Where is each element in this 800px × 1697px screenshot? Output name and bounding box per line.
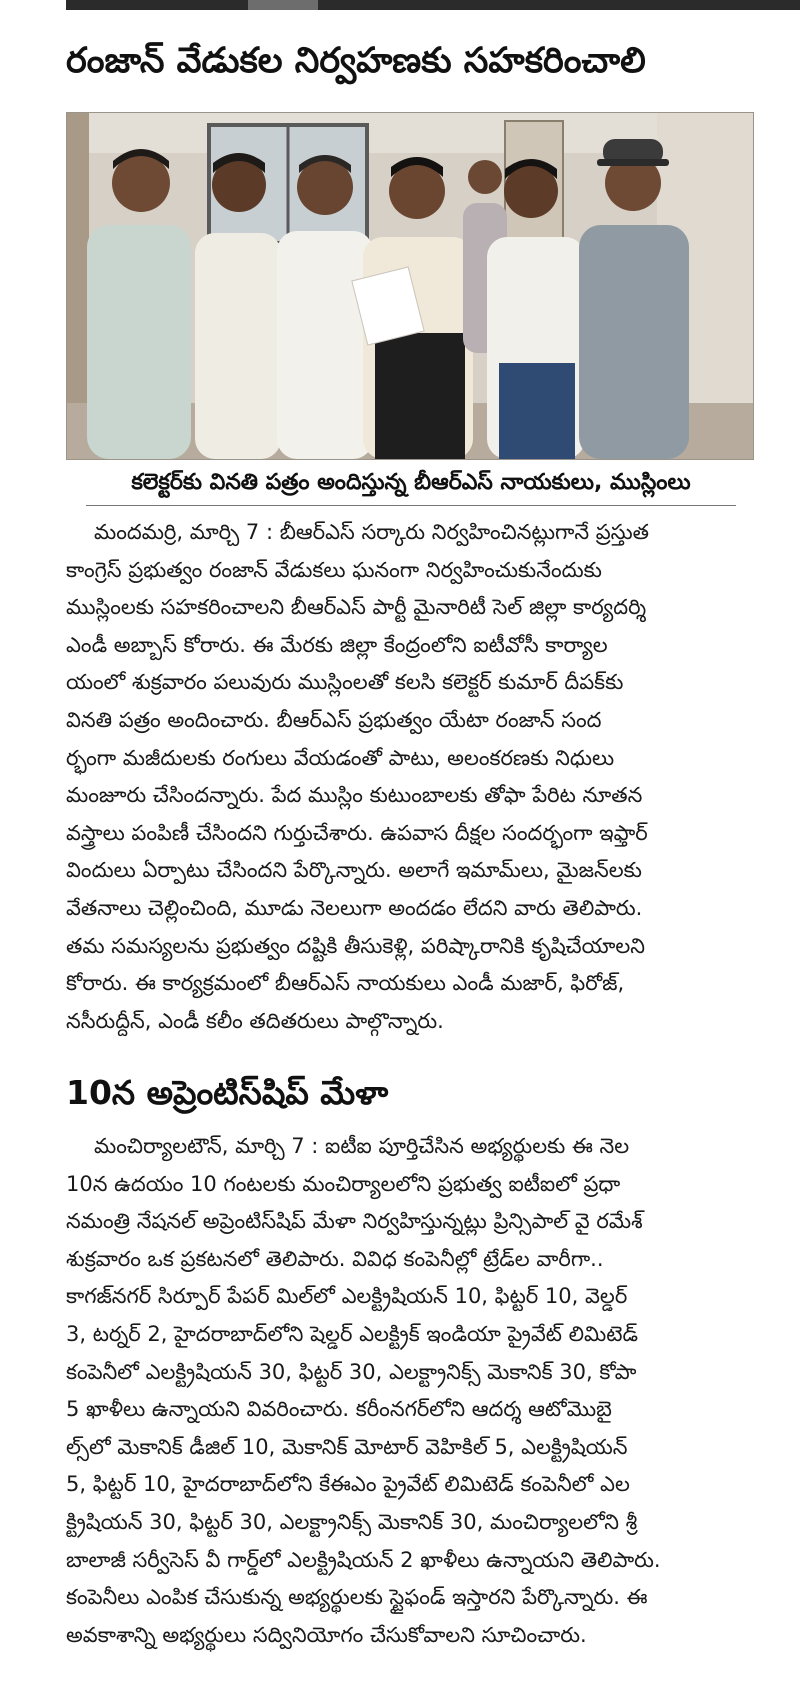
article2-line: 5 ఖాళీలు ఉన్నాయని వివరించారు. కరీంనగర్‌లోని ఆదర్శ ఆటోమొబై: [66, 1397, 612, 1422]
group-photo-illustration: [67, 113, 753, 459]
article1-line: తమ సమస్యలను ప్రభుత్వం దష్టికి తీసుకెళ్లి, పరిష్కారానికి కృషిచేయాలని: [66, 933, 646, 958]
photo-caption: కలెక్టర్‌కు వినతి పత్రం అందిస్తున్న బీఆర్ఎస్ నాయకులు, ముస్లింలు: [131, 470, 691, 495]
article1-line: మందమర్రి, మార్చి 7 : బీఆర్ఎస్ సర్కారు నిర్వహించినట్లుగానే ప్రస్తుత: [94, 520, 650, 544]
article1-line: విందులు ఏర్పాటు చేసిందని పేర్కొన్నారు. అలాగే ఇమామ్‌లు, మైజన్‌లకు: [66, 858, 642, 883]
article2-line: కంపెనీలో ఎలక్ట్రిషియన్ 30, ఫిట్టర్ 30, ఎలక్ట్రానిక్స్ మెకానిక్ 30, కోపా: [66, 1359, 637, 1384]
article1-line: మంజూరు చేసిందన్నారు. పేద ముస్లిం కుటుంబాలకు తోఫా పేరిట నూతన: [66, 783, 643, 808]
article1-line: వస్త్రాలు పంపిణీ చేసిందని గుర్తుచేశారు. ఉపవాస దీక్షల సందర్భంగా ఇఫ్తార్: [66, 820, 648, 845]
article2-line: అవకాశాన్ని అభ్యర్థులు సద్వినియోగం చేసుకోవాలని సూచించారు.: [66, 1622, 587, 1647]
article1-photo: [66, 112, 754, 460]
article2-line: కంపెనీలు ఎంపిక చేసుకున్న అభ్యర్థులకు స్టైఫండ్ ఇస్తారని పేర్కొన్నారు. ఈ: [66, 1585, 648, 1610]
article1-body: [66, 514, 756, 1040]
article2-line: 10న ఉదయం 10 గంటలకు మంచిర్యాలలోని ప్రభుత్వ ఐటీఐలో ప్రధా: [66, 1171, 621, 1196]
article1-line: కాంగ్రెస్ ప్రభుత్వం రంజాన్ వేడుకలు ఘనంగా నిర్వహించుకునేందుకు: [66, 557, 602, 582]
article2-line: క్ట్రిషియన్ 30, ఫిట్టర్ 30, ఎలక్ట్రానిక్స్ మెకానిక్ 30, మంచిర్యాలలోని శ్రీ: [66, 1509, 638, 1534]
article1-line: ఎండీ అబ్బాస్ కోరారు. ఈ మేరకు జిల్లా కేంద్రంలోని ఐటీవోసీ కార్యాల: [66, 632, 608, 657]
article1-line: ముస్లింలకు సహకరించాలని బీఆర్ఎస్ పార్టీ మైనారిటీ సెల్ జిల్లా కార్యదర్శి: [66, 595, 647, 620]
top-rule: [66, 0, 800, 10]
article2-line: 5, ఫిట్టర్ 10, హైదరాబాద్‌లోని కేఈఎం ప్రైవేట్ లిమిటెడ్ కంపెనీలో ఎల: [66, 1472, 630, 1497]
article2-line: కాగజ్‌నగర్ సిర్పూర్ పేపర్ మిల్‌లో ఎలక్ట్రిషియన్ 10, ఫిట్టర్ 10, వెల్డర్: [66, 1284, 628, 1309]
article2-line: నమంత్రి నేషనల్ అప్రెంటిస్‌షిప్ మేళా నిర్వహిస్తున్నట్లు ప్రిన్సిపాల్ వై రమేశ్: [66, 1209, 643, 1234]
article2-line: శుక్రవారం ఒక ప్రకటనలో తెలిపారు. వివిధ కంపెనీల్లో ట్రేడ్‌ల వారీగా..: [66, 1246, 604, 1271]
article2-line: 3, టర్నర్ 2, హైదరాబాద్‌లోని షెల్డర్ ఎలక్ట్రిక్ ఇండియా ప్రైవేట్ లిమిటెడ్: [66, 1321, 639, 1346]
article2-line: బాలాజీ సర్వీసెస్ వీ గార్డ్‌లో ఎలక్ట్రిషియన్ 2 ఖాళీలు ఉన్నాయని తెలిపారు.: [66, 1547, 661, 1572]
article2-headline: 10న అప్రెంటిస్‌షిప్ మేళా: [66, 1073, 389, 1112]
top-rule-accent: [248, 0, 318, 10]
article2-line: ల్స్‌లో మెకానిక్ డీజిల్ 10, మెకానిక్ మోటార్ వెహికిల్ 5, ఎలక్ట్రిషియన్: [66, 1434, 628, 1459]
next-article-headline-cutoff: [66, 1672, 756, 1697]
article1-line: యంలో శుక్రవారం పలువురు ముస్లింలతో కలసి కలెక్టర్ కుమార్ దీపక్‌కు: [66, 670, 624, 695]
article1-line: నసీరుద్దీన్, ఎండీ కలీం తదితరులు పాల్గొన్నారు.: [66, 1008, 444, 1033]
caption-divider: [86, 505, 736, 506]
article1-line: వేతనాలు చెల్లించింది, మూడు నెలలుగా అందడం లేదని వారు తెలిపారు.: [66, 895, 643, 920]
article2-body: [66, 1128, 756, 1654]
article1-line: కోరారు. ఈ కార్యక్రమంలో బీఆర్ఎస్ నాయకులు ఎండీ మజార్, ఫిరోజ్,: [66, 971, 625, 996]
article1-line: వినతి పత్రం అందించారు. బీఆర్ఎస్ ప్రభుత్వం యేటా రంజాన్ సంద: [66, 707, 602, 732]
article1-line: ర్భంగా మజీదులకు రంగులు వేయడంతో పాటు, అలంకరణకు నిధులు: [66, 745, 615, 770]
article2-line: మంచిర్యాలటౌన్, మార్చి 7 : ఐటీఐ పూర్తిచేసిన అభ్యర్థులకు ఈ నెల: [94, 1134, 630, 1158]
article1-headline: రంజాన్ వేడుకల నిర్వహణకు సహకరించాలి: [66, 41, 646, 81]
